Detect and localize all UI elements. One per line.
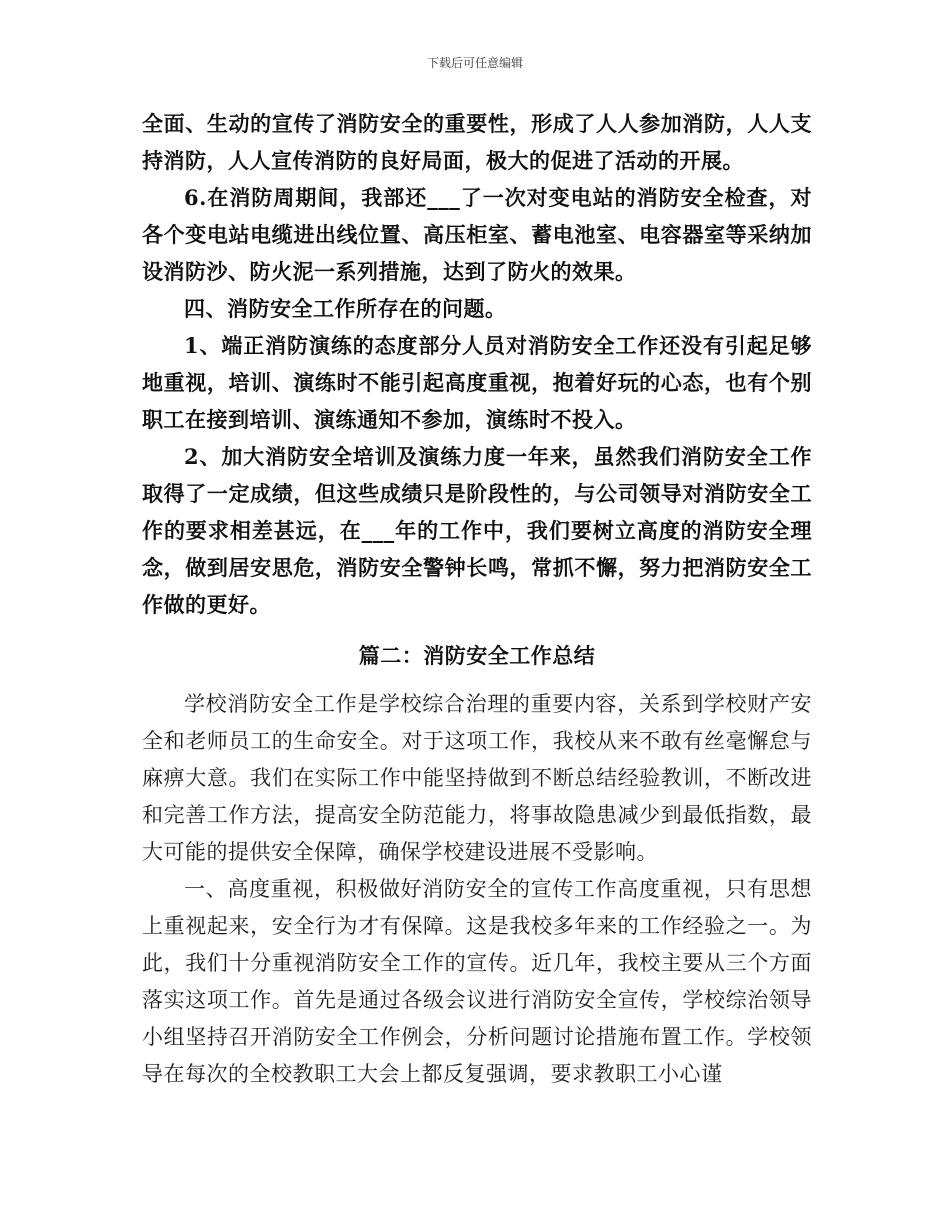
- document-body: [142, 105, 812, 1093]
- page-header: 下载后可任意编辑: [426, 56, 523, 70]
- paragraph-continuation: 全面、生动的宣传了消防安全的重要性，形成了人人参加消防，人人支持消防，人人宣传消防的良好局面，极大的促进了活动的开展。: [142, 111, 812, 173]
- paragraph-problem-2: 2、加大消防安全培训及演练力度一年来，虽然我们消防安全工作取得了一定成绩，但这些成绩只是阶段性的，与公司领导对消防安全工作的要求相差甚远，在___年的工作中，我们要树立高度的消防安全理念，做到居安思危，消防安全警钟长鸣，常抓不懈，努力把消防安全工作做的更好。: [142, 444, 812, 617]
- section-title: 篇二：消防安全工作总结: [358, 643, 596, 668]
- paragraph-intro: 学校消防安全工作是学校综合治理的重要内容，关系到学校财产安全和老师员工的生命安全。对于这项工作，我校从来不敢有丝毫懈怠与麻痹大意。我们在实际工作中能坚持做到不断总结经验教训，不断改进和完善工作方法，提高安全防范能力，将事故隐患减少到最低指数，最大可能的提供安全保障，确保学校建设进展不受影响。: [142, 692, 812, 864]
- heading-problems: 四、消防安全工作所存在的问题。: [184, 296, 507, 321]
- paragraph-item-6: 6.在消防周期间，我部还___了一次对变电站的消防安全检查，对各个变电站电缆进出线位置、高压柜室、蓄电池室、电容器室等采纳加设消防沙、防火泥一系列措施，达到了防火的效果。: [142, 185, 812, 284]
- paragraph-problem-1: 1、端正消防演练的态度部分人员对消防安全工作还没有引起足够地重视，培训、演练时不能引起高度重视，抱着好玩的心态，也有个别职工在接到培训、演练通知不参加，演练时不投入。: [142, 333, 812, 432]
- paragraph-point-1: 一、高度重视，积极做好消防安全的宣传工作高度重视，只有思想上重视起来，安全行为才有保障。这是我校多年来的工作经验之一。为此，我们十分重视消防安全工作的宣传。近几年，我校主要从三个方面落实这项工作。首先是通过各级会议进行消防安全宣传，学校综治领导小组坚持召开消防安全工作例会，分析问题讨论措施布置工作。学校领导在每次的全校教职工大会上都反复强调，要求教职工小心谨: [142, 877, 812, 1086]
